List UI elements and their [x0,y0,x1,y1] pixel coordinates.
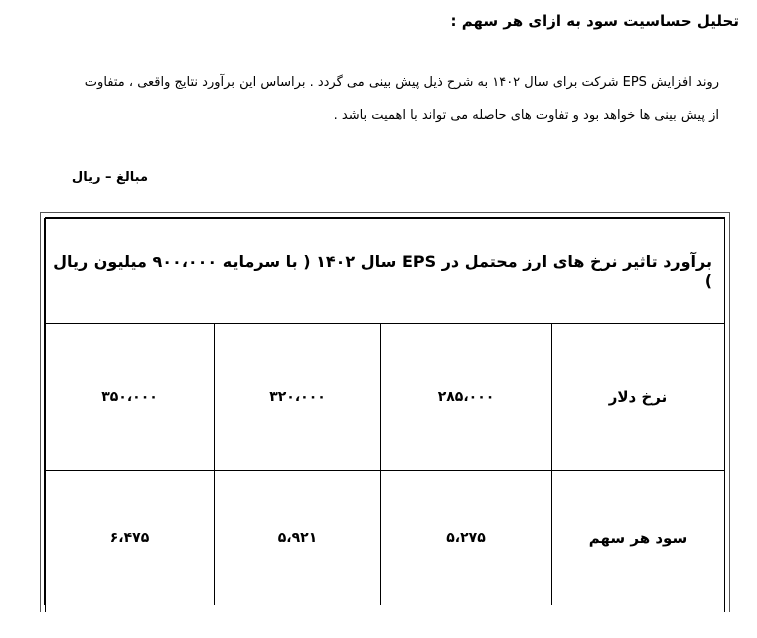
intro-line-2: از پیش بینی ها خواهد بود و تفاوت های حاصله می تواند با اهمیت باشد . [333,108,719,123]
section-heading: تحلیل حساسیت سود به ازای هر سهم : [450,12,739,30]
dollar-rate-value-1: ۲۸۵،۰۰۰ [381,324,552,471]
eps-sensitivity-table [44,218,725,605]
row-label-dollar-rate: نرخ دلار [552,324,725,471]
eps-value-3: ۶،۴۷۵ [45,471,215,606]
units-label: مبالغ – ریال [71,170,148,185]
table-row-eps [45,471,725,606]
eps-value-2: ۵،۹۲۱ [215,471,381,606]
intro-paragraph [29,66,719,132]
row-label-eps: سود هر سهم [552,471,725,606]
table-row-dollar-rate [45,324,725,471]
dollar-rate-value-2: ۳۲۰،۰۰۰ [215,324,381,471]
table-title: برآورد تاثیر نرخ های ارز محتمل در EPS سال ۱۴۰۲ ( با سرمایه ۹۰۰،۰۰۰ میلیون ریال ) [45,219,725,324]
dollar-rate-value-3: ۳۵۰،۰۰۰ [45,324,215,471]
eps-value-1: ۵،۲۷۵ [381,471,552,606]
intro-line-1: روند افزایش EPS شرکت برای سال ۱۴۰۲ به شرح ذیل پیش بینی می گردد . براساس این برآورد نتایج واقعی ، متفاوت [84,75,719,90]
